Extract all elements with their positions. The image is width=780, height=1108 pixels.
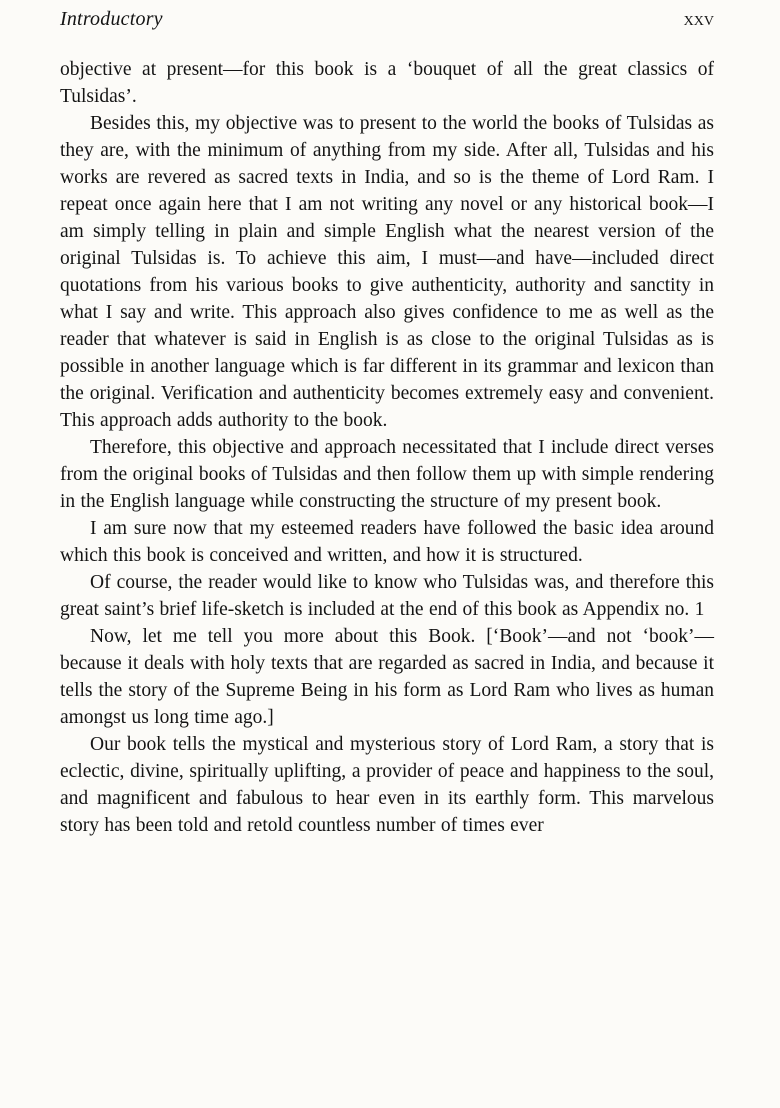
paragraph: Our book tells the mystical and mysterious story of Lord Ram, a story that is eclectic, divine, spiritually uplifting, a provider of peace and happiness to the soul, and magnificent and fabulous to hear even in its earthly form. This marvelous story has been told and retold countless number of times ever xyxy=(60,734,714,836)
paragraph: I am sure now that my esteemed readers have followed the basic idea around which this book is conceived and written, and how it is structured. xyxy=(60,518,714,566)
chapter-title: Introductory xyxy=(60,8,163,30)
body-text xyxy=(60,56,714,839)
page-bottom-fade xyxy=(0,1082,780,1108)
page-number: xxv xyxy=(683,8,714,30)
running-header xyxy=(60,6,714,32)
paragraph: Now, let me tell you more about this Book. [‘Book’—and not ‘book’—because it deals with holy texts that are regarded as sacred in India, and because it tells the story of the Supreme Being in his form as Lord Ram who lives as human amongst us long time ago.] xyxy=(60,626,714,728)
paragraph: Besides this, my objective was to present to the world the books of Tulsidas as they are, with the minimum of anything from my side. After all, Tulsidas and his works are revered as sacred texts in India, and so is the theme of Lord Ram. I repeat once again here that I am not writing any novel or any historical book—I am simply telling in plain and simple English what the nearest version of the original Tulsidas is. To achieve this aim, I must—and have—included direct quotations from his various books to give authenticity, authority and sanctity in what I say and write. This approach also gives confidence to me as well as the reader that whatever is said in English is as close to the original Tulsidas as is possible in another language which is far different in its grammar and lexicon than the original. Verification and authenticity becomes extremely easy and convenient. This approach adds authority to the book. xyxy=(60,113,714,431)
paragraph: objective at present—for this book is a ‘bouquet of all the great classics of Tulsidas’. xyxy=(60,59,714,107)
paragraph: Of course, the reader would like to know who Tulsidas was, and therefore this great saint’s brief life-sketch is included at the end of this book as Appendix no. 1 xyxy=(60,572,714,620)
paragraph: Therefore, this objective and approach necessitated that I include direct verses from the original books of Tulsidas and then follow them up with simple rendering in the English language while constructing the structure of my present book. xyxy=(60,437,714,512)
